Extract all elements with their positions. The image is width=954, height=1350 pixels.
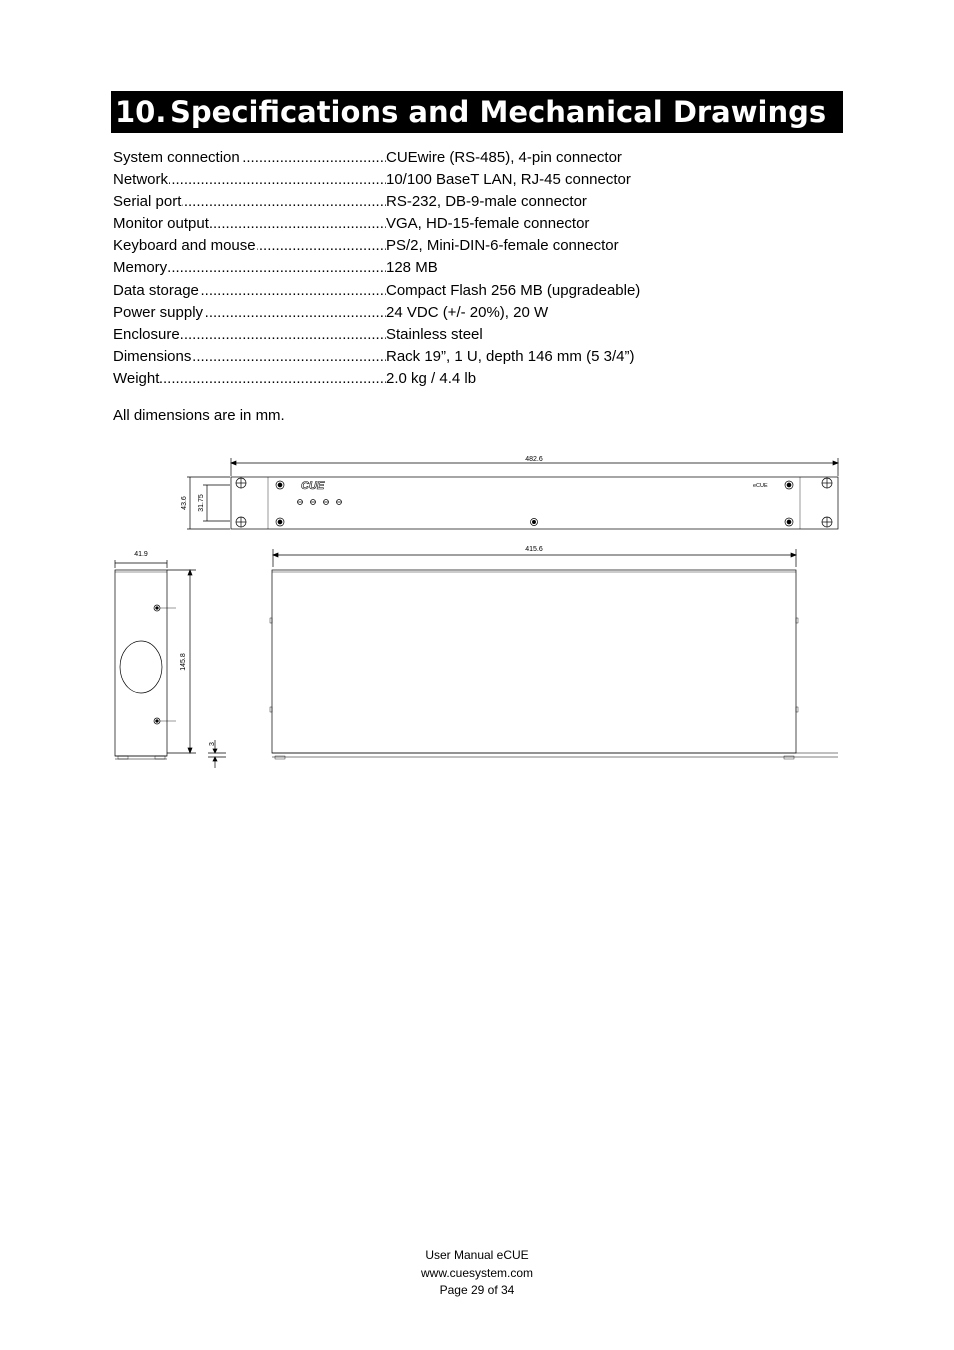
footer-manual-title: User Manual eCUE [425,1248,529,1262]
rack-hole [822,517,832,527]
dim-height-total-label: 43.6 [181,496,188,510]
spec-row [113,257,733,279]
cue-logo: CUE [301,480,325,492]
dim-top-width-label: 415.6 [525,546,543,553]
section-heading [111,91,843,133]
page-footer [0,1247,954,1300]
spec-value: RS-232, DB-9-male connector [386,193,587,211]
screw [531,519,538,526]
screw [154,605,160,611]
spec-value: PS/2, Mini-DIN-6-female connector [386,237,619,255]
spec-value: Stainless steel [386,325,483,343]
spec-value: VGA, HD-15-female connector [386,215,590,233]
spec-key: Memory [113,259,168,277]
spec-key: Keyboard and mouse [113,237,256,255]
spec-row [113,147,733,169]
screw [154,718,160,724]
dimension-height [181,477,230,529]
spec-key: Dimensions [113,347,192,365]
section-number: 10. [115,95,167,129]
led-indicators [298,500,342,505]
rack-hole [236,517,246,527]
spec-row [113,280,733,302]
screw [785,481,793,489]
side-view [115,551,196,759]
spec-value: 24 VDC (+/- 20%), 20 W [386,303,549,321]
dim-height-inner-label: 31.75 [198,494,205,512]
dim-foot-label: 3 [209,742,216,746]
specifications-list [113,147,733,390]
rack-hole [236,478,246,488]
spec-key: Weight [113,369,160,387]
spec-value: 10/100 BaseT LAN, RJ-45 connector [386,171,631,189]
dim-depth-label: 145.8 [180,653,187,671]
spec-value: Compact Flash 256 MB (upgradeable) [386,281,641,299]
mechanical-drawing [0,440,954,770]
spec-key: Data storage [113,281,199,299]
screw [276,481,284,489]
section-title: Specifications and Mechanical Drawings [170,95,827,129]
ecue-label: eCUE [753,483,768,489]
front-panel [231,477,838,529]
rack-hole [822,478,832,488]
footer-website: www.cuesystem.com [420,1265,534,1280]
dimension-width [231,456,838,476]
spec-value: Rack 19”, 1 U, depth 146 mm (5 3/4”) [386,347,635,365]
spec-key: Network [113,171,169,189]
spec-key: System connection [113,149,240,166]
dimension-foot [208,740,226,768]
spec-row [113,302,733,324]
spec-row [113,191,733,213]
spec-row [113,324,733,346]
screw [276,518,284,526]
dim-width-label: 482.6 [525,456,543,463]
dimensions-note: All dimensions are in mm. [113,407,285,424]
spec-value: CUEwire (RS-485), 4-pin connector [386,149,622,166]
spec-value: 2.0 kg / 4.4 lb [386,369,477,387]
screw [785,518,793,526]
spec-row [113,368,733,390]
spec-key: Serial port [113,193,182,211]
spec-row [113,235,733,257]
spec-key: Monitor output [113,215,209,233]
spec-row [113,213,733,235]
footer-page-number: Page 29 of 34 [439,1283,515,1297]
spec-key: Enclosure [113,325,180,343]
spec-key: Power supply [113,303,204,321]
top-view [270,546,838,759]
spec-value: 128 MB [386,259,438,277]
spec-row [113,346,733,368]
spec-row [113,169,733,191]
dim-side-label: 41.9 [134,551,148,558]
